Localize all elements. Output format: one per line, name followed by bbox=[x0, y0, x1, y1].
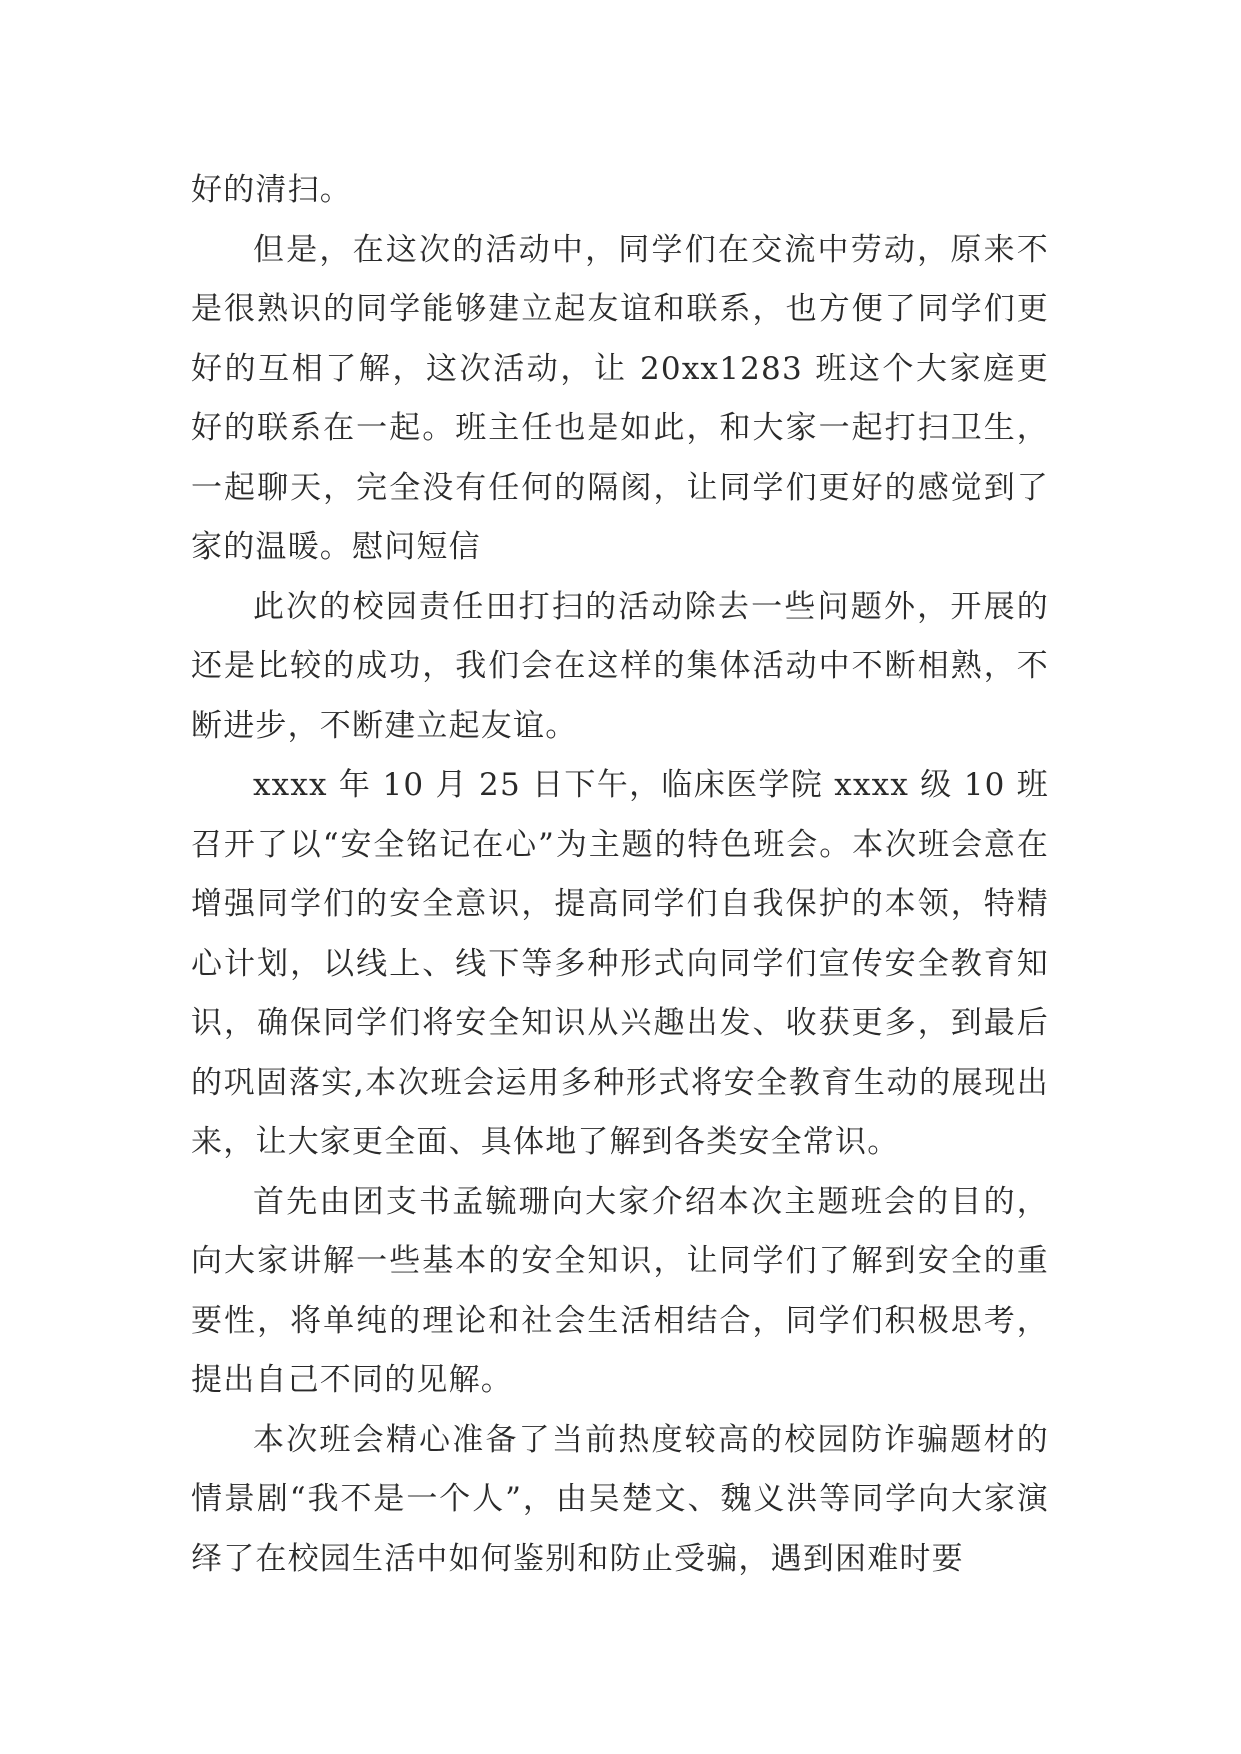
paragraph-2: 但是，在这次的活动中，同学们在交流中劳动，原来不是很熟识的同学能够建立起友谊和联系，也方便了同学们更好的互相了解，这次活动，让 20xx1283 班这个大家庭更好的联系在一起。班主任也是如此，和大家一起打扫卫生，一起聊天，完全没有任何的隔阂，让同学们更好的感觉到了家的温暖。慰问短信 bbox=[191, 231, 1049, 565]
paragraph-3: 此次的校园责任田打扫的活动除去一些问题外，开展的还是比较的成功，我们会在这样的集体活动中不断相熟，不断进步，不断建立起友谊。 bbox=[191, 588, 1049, 744]
document-body bbox=[191, 161, 1049, 1589]
paragraph-1: 好的清扫。 bbox=[191, 172, 352, 208]
paragraph-4: xxxx 年 10 月 25 日下午，临床医学院 xxxx 级 10 班召开了以“安全铭记在心”为主题的特色班会。本次班会意在增强同学们的安全意识，提高同学们自我保护的本领，特精心计划，以线上、线下等多种形式向同学们宣传安全教育知识，确保同学们将安全知识从兴趣出发、收获更多，到最后的巩固落实,本次班会运用多种形式将安全教育生动的展现出来，让大家更全面、具体地了解到各类安全常识。 bbox=[191, 767, 1049, 1160]
paragraph-5: 首先由团支书孟毓珊向大家介绍本次主题班会的目的，向大家讲解一些基本的安全知识，让同学们了解到安全的重要性，将单纯的理论和社会生活相结合，同学们积极思考，提出自己不同的见解。 bbox=[191, 1183, 1049, 1398]
paragraph-6: 本次班会精心准备了当前热度较高的校园防诈骗题材的情景剧“我不是一个人”，由吴楚文、魏义洪等同学向大家演绎了在校园生活中如何鉴别和防止受骗，遇到困难时要 bbox=[191, 1421, 1049, 1577]
